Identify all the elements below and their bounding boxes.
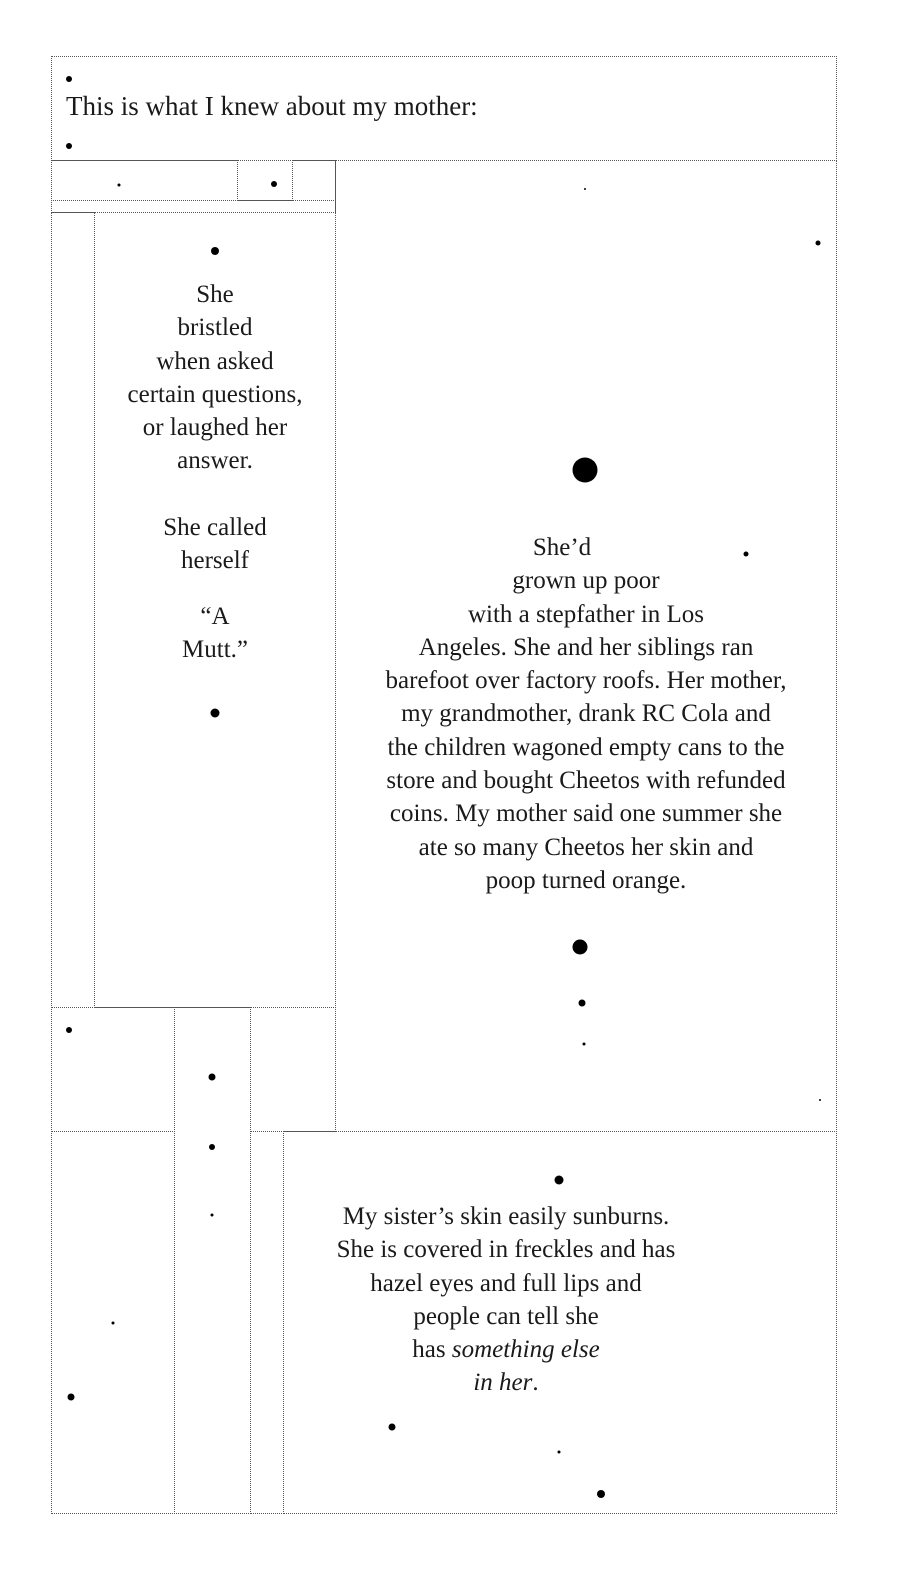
main-paragraph [335,531,837,897]
bullet-dot [211,709,220,718]
text-line: Angeles. She and her siblings ran [418,633,754,661]
strip-cell-b [237,160,293,201]
text-line: poop turned orange. [485,866,687,894]
italic-text: in her [473,1369,533,1397]
text-line: She [196,281,234,308]
intro-line: This is what I knew about my mother: [66,91,478,121]
lower-left-cell-c [250,1007,336,1132]
text-line: store and bought Cheetos with refunded [386,767,786,795]
bullet-dot [389,1424,396,1431]
text-line: certain questions, [127,380,303,408]
text-line: Mutt.” [182,636,248,664]
lower-column-cell [174,1007,251,1514]
text-line: or laughed her [142,414,288,442]
bullet-dot [66,143,72,149]
bullet-dot [597,1490,605,1498]
text-span: . [532,1369,539,1397]
bullet-dot [66,1027,72,1033]
text-line: “A [200,603,230,630]
left-paragraph-2 [94,511,336,578]
text-line: people can tell she [413,1302,599,1330]
text-line: hazel eyes and full lips and [370,1269,642,1297]
bullet-dot [118,184,121,187]
text-line: grown up poor [512,567,660,595]
text-line [283,1333,837,1366]
text-span: has [412,1336,452,1364]
text-line: the children wagoned empty cans to the [387,733,785,761]
bullet-dot [816,241,821,246]
bullet-dot [583,1043,586,1046]
left-quote [94,600,336,667]
left-paragraph [94,278,336,478]
text-line: She is covered in freckles and has [336,1236,676,1264]
bottom-paragraph [283,1200,837,1400]
bullet-dot [555,1176,564,1185]
bullet-dot [819,1099,821,1101]
bullet-dot [211,1214,214,1217]
bullet-dot [209,1074,216,1081]
lower-left-cell-a [51,1007,175,1132]
text-line: She’d [532,534,592,561]
text-line: herself [180,547,250,575]
strip-cell-a [51,160,238,201]
text-line [283,1366,837,1399]
bullet-dot [68,1394,75,1401]
bullet-dot [558,1451,561,1454]
bullet-dot [209,1144,215,1150]
bullet-dot [112,1322,115,1325]
bullet-dot [211,247,219,255]
bullet-dot [66,76,72,82]
left-margin-cell [51,212,95,1008]
text-line: ate so many Cheetos her skin and [418,833,754,861]
strip-cell-c [292,160,336,201]
bullet-dot [584,188,586,190]
text-line: when asked [156,347,274,375]
text-line: barefoot over factory roofs. Her mother, [385,667,787,695]
text-line: my grandmother, drank RC Cola and [401,700,771,728]
italic-text: something else [451,1336,600,1364]
bullet-dot [271,181,277,187]
text-line: My sister’s skin easily sunburns. [342,1203,670,1230]
text-line: bristled [177,314,253,342]
bullet-dot [579,1000,586,1007]
bottom-narrow-cell [250,1131,284,1514]
text-line: with a stepfather in Los [467,600,705,628]
text-line: She called [163,514,267,541]
text-line: answer. [177,447,253,475]
large-dot [573,458,598,483]
text-line: coins. My mother said one summer she [389,800,783,828]
large-dot [573,940,588,955]
